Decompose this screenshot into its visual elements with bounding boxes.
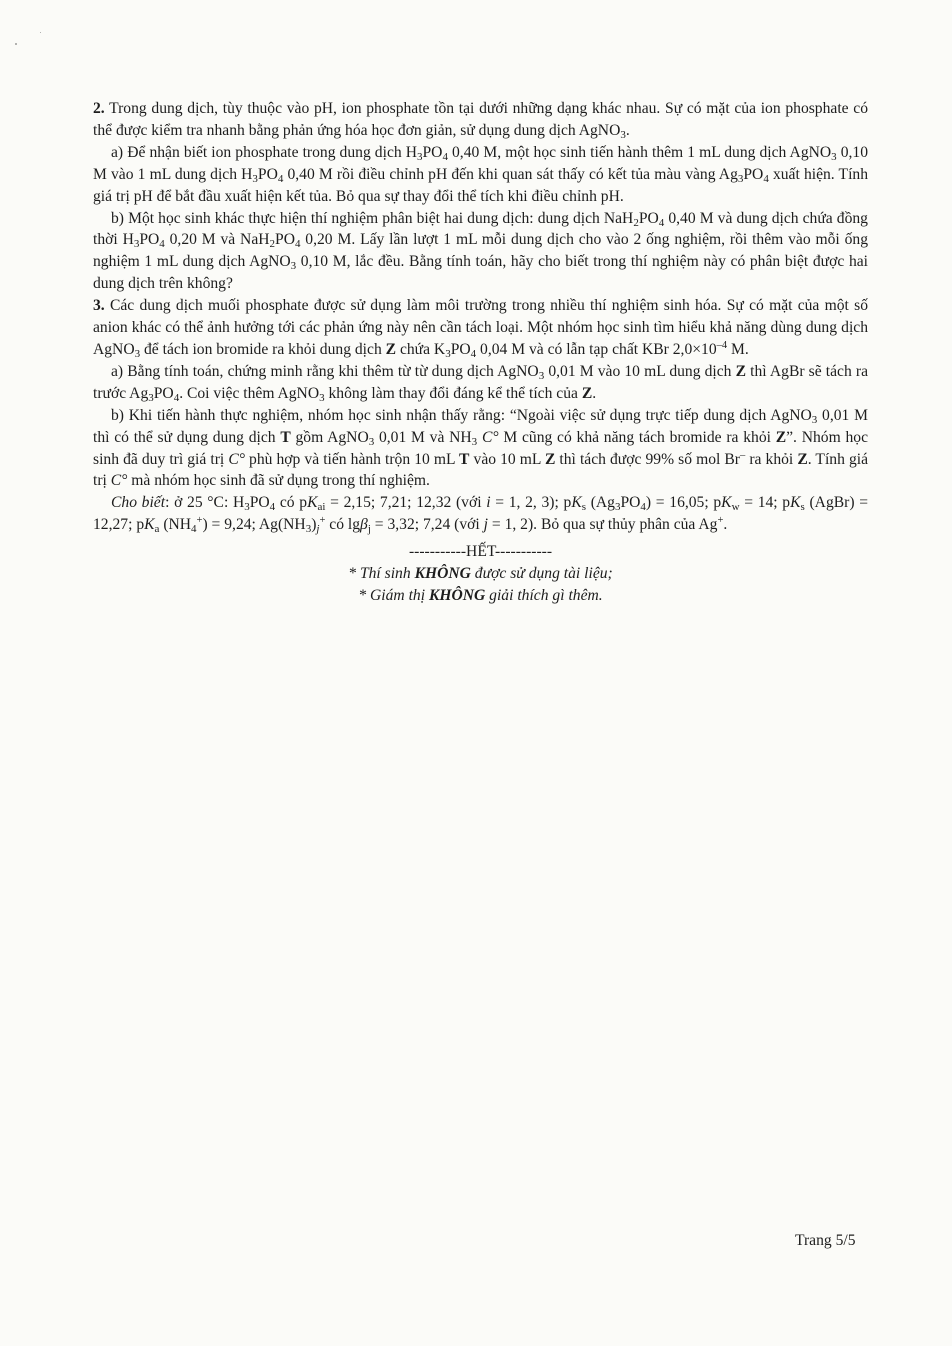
note-proctors: * Giám thị KHÔNG giải thích gì thêm.	[358, 586, 603, 604]
scan-speck	[15, 43, 17, 45]
q2-part-b: b) Một học sinh khác thực hiện thí nghiệm phân biệt hai dung dịch: dung dịch $NaH_2PO_4$ 0,40 M và dung dịch chứa đồng thời $H_3PO_4$ 0,20 M và $NaH_2PO_4$ 0,20 M. Lấy lần lượt 1 mL mỗi dung dịch cho vào 2 ống nghiệm, rồi thêm vào mỗi ống nghiệm 1 mL dung dịch AgNO$_3$ 0,10 M, lắc đều. Bằng tính toán, hãy cho biết trong thí nghiệm này có phân biệt được hai dung dịch trên không?	[93, 209, 868, 293]
q2-part-a: a) Để nhận biết ion phosphate trong dung dịch $H_3PO_4$ 0,40 M, một học sinh tiến hành thêm 1 mL dung dịch AgNO$_3$ 0,10 M vào 1 mL dung dịch $H_3PO_4$ 0,40 M rồi điều chỉnh pH đến khi quan sát thấy có kết tủa màu vàng $Ag_3PO_4$ xuất hiện. Tính giá trị pH để bắt đầu xuất hiện kết tủa. Bỏ qua sự thay đổi thể tích khi điều chỉnh pH.	[93, 143, 868, 205]
page-number: Trang 5/5	[795, 1232, 856, 1249]
q3-part-b: b) Khi tiến hành thực nghiệm, nhóm học sinh nhận thấy rằng: “Ngoài việc sử dụng trực tiếp dung dịch AgNO$_3$ 0,01 M thì có thể sử dụng dung dịch T gồm AgNO$_3$ 0,01 M và $NH_3$ C° M cũng có khả năng tách bromide ra khỏi Z”. Nhóm học sinh đã duy trì giá trị C° phù hợp và tiến hành trộn 10 mL T vào 10 mL Z thì tách được 99% số mol Br– ra khỏi Z. Tính giá trị C° mà nhóm học sinh đã sử dụng trong thí nghiệm.	[93, 406, 868, 490]
q3-part-a: a) Bằng tính toán, chứng minh rằng khi thêm từ từ dung dịch AgNO$_3$ 0,01 M vào 10 mL dung dịch Z thì AgBr sẽ tách ra trước $Ag_3PO_4$. Coi việc thêm AgNO$_3$ không làm thay đổi đáng kể thể tích của Z.	[93, 362, 869, 404]
end-marker: -----------HẾT-----------	[408, 543, 553, 561]
note-candidates: * Thí sinh KHÔNG được sử dụng tài liệu;	[348, 565, 613, 583]
scan-speck	[40, 32, 41, 33]
exam-ending	[93, 541, 868, 607]
q2-intro: 2. Trong dung dịch, tùy thuộc vào pH, ion phosphate tồn tại dưới những dạng khác nhau. Sự có mặt của ion phosphate có thể được kiểm tra nhanh bằng phản ứng hóa học đơn giản, sử dụng dung dịch AgNO$_3$.	[93, 100, 868, 141]
q3-intro: 3. Các dung dịch muối phosphate được sử dụng làm môi trường trong nhiều thí nghiệm sinh hóa. Sự có mặt của một số anion khác có thể ảnh hưởng tới các phản ứng này nên cần tách loại. Một nhóm học sinh tìm hiểu khả năng dùng dung dịch AgNO$_3$ để tách ion bromide ra khỏi dung dịch Z chứa $K_3PO_4$ 0,04 M và có lẫn tạp chất KBr $2,0\times 10^{-4}$ M.	[93, 297, 868, 360]
given-constants: Cho biết: ở 25 °C: $H_3PO_4$ có $pK_{ai} = 2,15$; 7,21; 12,32 (với i = 1, 2, 3); $pK_s$ $(Ag_3PO_4) = 16,05$; $pK_w = 14$; $pK_s$ (AgBr) = 12,27; $pK_a$ $(NH_4^+) = 9,24$; $Ag(NH_3)_j^+$ có lgβ$_j$ = 3,32; 7,24 (với j = 1, 2). Bỏ qua sự thủy phân của Ag+.	[93, 494, 869, 536]
exam-page-body	[93, 98, 868, 607]
